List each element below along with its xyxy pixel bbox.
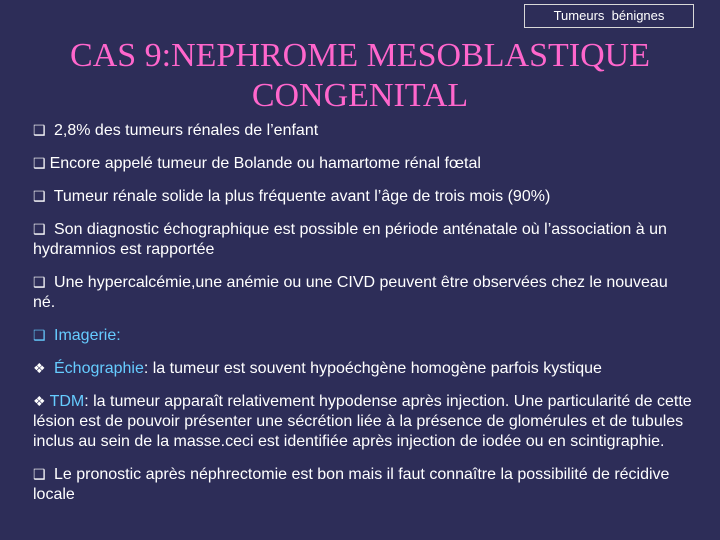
square-bullet-icon: ❑ [33, 122, 46, 138]
list-item: ❑ 2,8% des tumeurs rénales de l’enfant [33, 122, 319, 139]
square-bullet-icon: ❑ [33, 155, 46, 171]
list-item: ❑ Tumeur rénale solide la plus fréquente avant l’âge de trois mois (90%) [33, 188, 551, 205]
section-tag: Tumeurs bénignes [524, 4, 694, 28]
slide-title [30, 36, 690, 116]
square-bullet-icon: ❑ [33, 466, 46, 482]
title-line-2: CONGENITAL [251, 77, 469, 114]
square-bullet-icon: ❑ [33, 188, 46, 204]
diamond-bullet-icon: ❖ [33, 360, 46, 376]
square-bullet-icon: ❑ [33, 221, 46, 237]
list-item: ❑ Une hypercalcémie,une anémie ou une CIVD peuvent être observées chez le nouveau né. [33, 274, 668, 311]
slide-body [33, 120, 693, 517]
list-item-tdm: ❖ TDM: la tumeur apparaît relativement hypodense après injection. Une particularité de cette lésion est de pouvoir présenter une sécrétion liée à la présence de glomérules et de tubules inclus au sein de la masse.ceci est identifiée après injection de iodée ou en scintigraphie. [33, 393, 692, 450]
tdm-label: TDM [49, 393, 85, 410]
list-item: ❑ Son diagnostic échographique est possible en période anténatale où l’association à un hydramnios est rapportée [33, 221, 667, 258]
list-item-imagerie: ❑ Imagerie: [33, 327, 121, 344]
list-item: ❑ Le pronostic après néphrectomie est bon mais il faut connaître la possibilité de récidive locale [33, 466, 670, 503]
title-line-1: CAS 9:NEPHROME MESOBLASTIQUE [70, 37, 650, 74]
echographie-label: Échographie [49, 360, 144, 377]
list-item: ❑ Encore appelé tumeur de Bolande ou hamartome rénal fœtal [33, 155, 481, 172]
diamond-bullet-icon: ❖ [33, 393, 46, 409]
list-item-echographie: ❖ Échographie: la tumeur est souvent hypoéchgène homogène parfois kystique [33, 360, 602, 377]
square-bullet-icon: ❑ [33, 274, 46, 290]
square-bullet-icon: ❑ [33, 327, 46, 343]
